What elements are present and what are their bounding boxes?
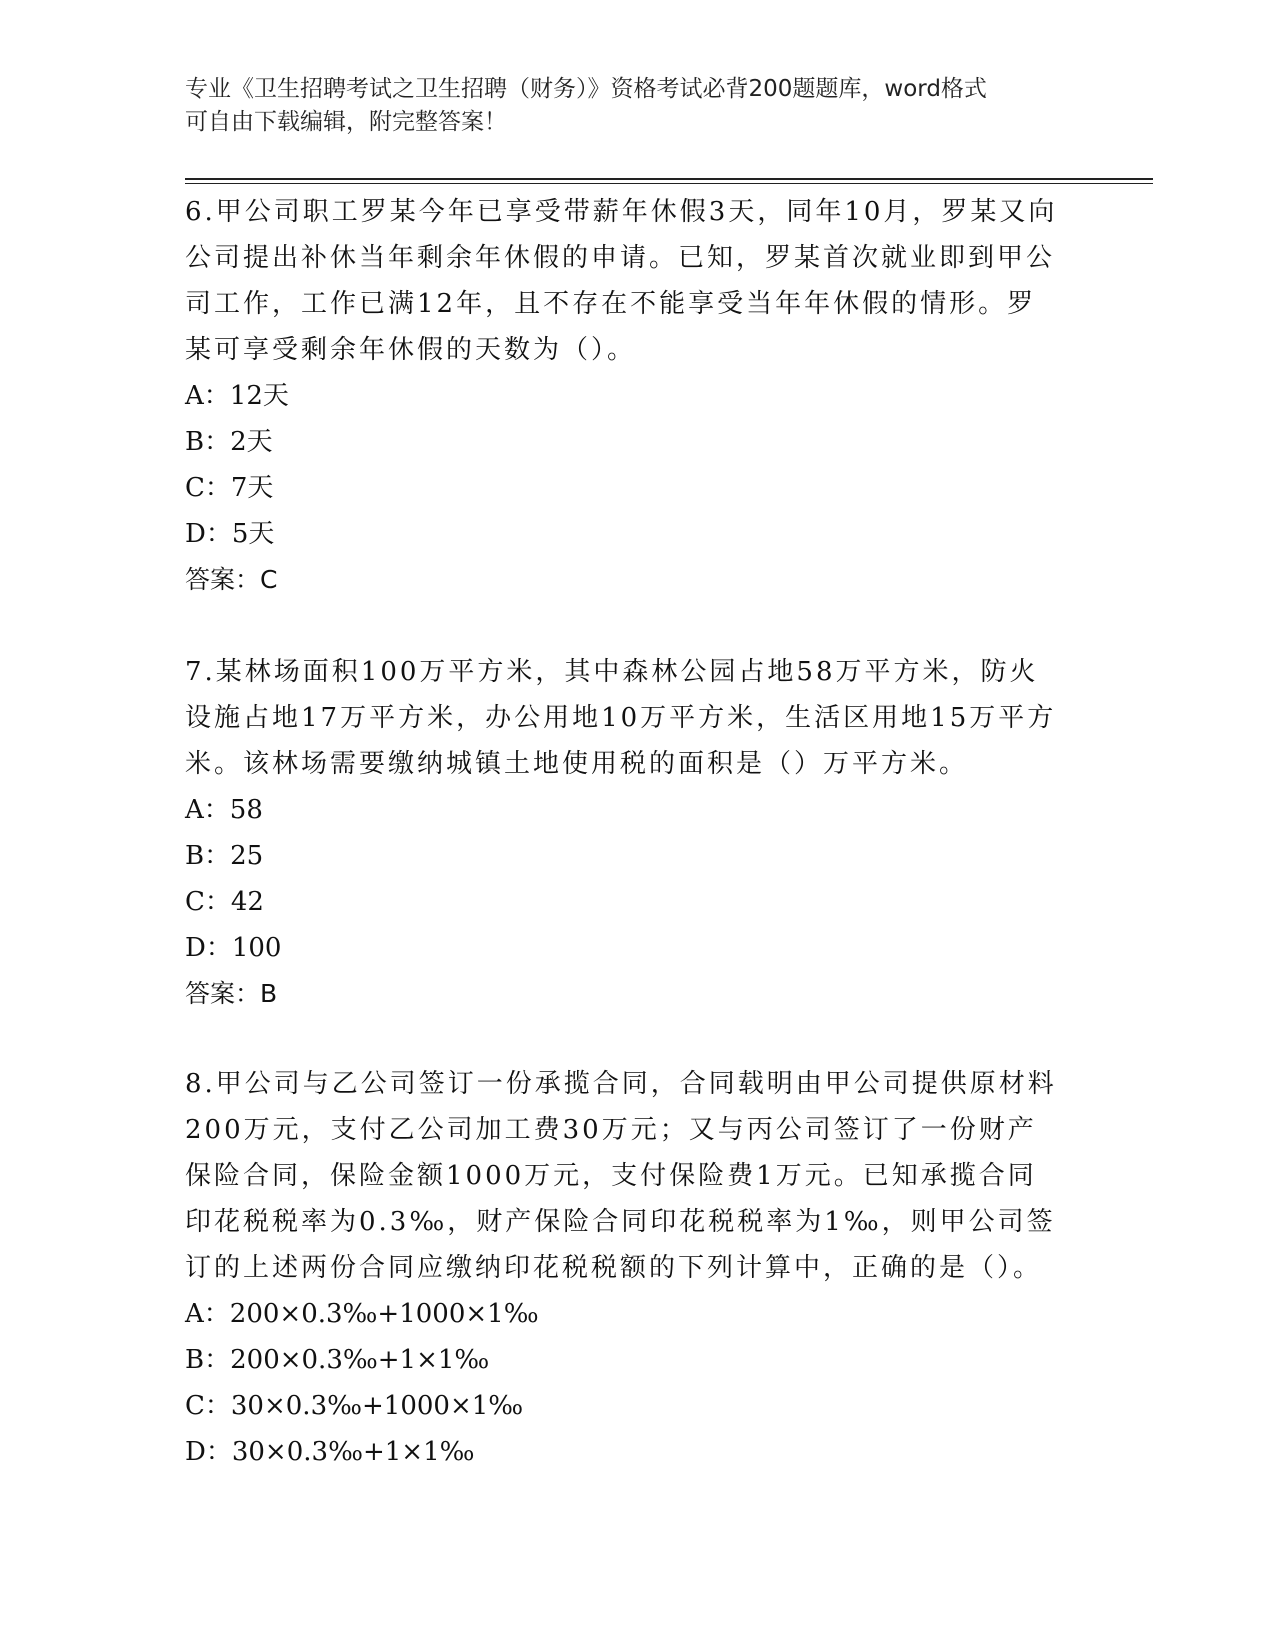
option-d: D：30×0.3‰+1×1‰ bbox=[185, 1437, 475, 1467]
option-d: D：100 bbox=[185, 933, 282, 963]
option-c: C：30×0.3‰+1000×1‰ bbox=[185, 1391, 524, 1421]
answer-label: 答案：C bbox=[185, 565, 278, 594]
option-d: D：5天 bbox=[185, 519, 275, 549]
header-divider-thick bbox=[185, 178, 1153, 180]
header-title-line-1: 专业《卫生招聘考试之卫生招聘（财务）》资格考试必背200题题库，word格式 bbox=[185, 76, 987, 102]
document-header bbox=[185, 73, 1065, 139]
option-a: A：200×0.3‰+1000×1‰ bbox=[185, 1299, 539, 1329]
option-b: B：25 bbox=[185, 841, 264, 871]
option-a: A：58 bbox=[185, 795, 263, 825]
question-stem: 6.甲公司职工罗某今年已享受带薪年休假3天，同年10月，罗某又向公司提出补休当年剩余年休假的申请。已知，罗某首次就业即到甲公司工作，工作已满12年，且不存在不能享受当年年休假的情形。罗某可享受剩余年休假的天数为（）。 bbox=[185, 197, 1058, 365]
option-c: C：42 bbox=[185, 887, 264, 917]
answer-label: 答案：B bbox=[185, 979, 278, 1008]
option-b: B：2天 bbox=[185, 427, 273, 457]
question-stem: 7.某林场面积100万平方米，其中森林公园占地58万平方米，防火设施占地17万平方米，办公用地10万平方米，生活区用地15万平方米。该林场需要缴纳城镇土地使用税的面积是（）万平方米。 bbox=[185, 657, 1057, 779]
option-b: B：200×0.3‰+1×1‰ bbox=[185, 1345, 490, 1375]
option-a: A：12天 bbox=[185, 381, 289, 411]
question-7 bbox=[185, 649, 1065, 1017]
option-c: C：7天 bbox=[185, 473, 274, 503]
question-stem: 8.甲公司与乙公司签订一份承揽合同，合同载明由甲公司提供原材料200万元，支付乙公司加工费30万元；又与丙公司签订了一份财产保险合同，保险金额1000万元，支付保险费1万元。已知承揽合同印花税税率为0.3‰，财产保险合同印花税税率为1‰，则甲公司签订的上述两份合同应缴纳印花税税额的下列计算中，正确的是（）。 bbox=[185, 1069, 1057, 1283]
header-title-line-2: 可自由下载编辑，附完整答案！ bbox=[185, 109, 507, 135]
question-8 bbox=[185, 1061, 1065, 1475]
header-divider-thin bbox=[185, 183, 1153, 184]
question-6 bbox=[185, 189, 1065, 603]
